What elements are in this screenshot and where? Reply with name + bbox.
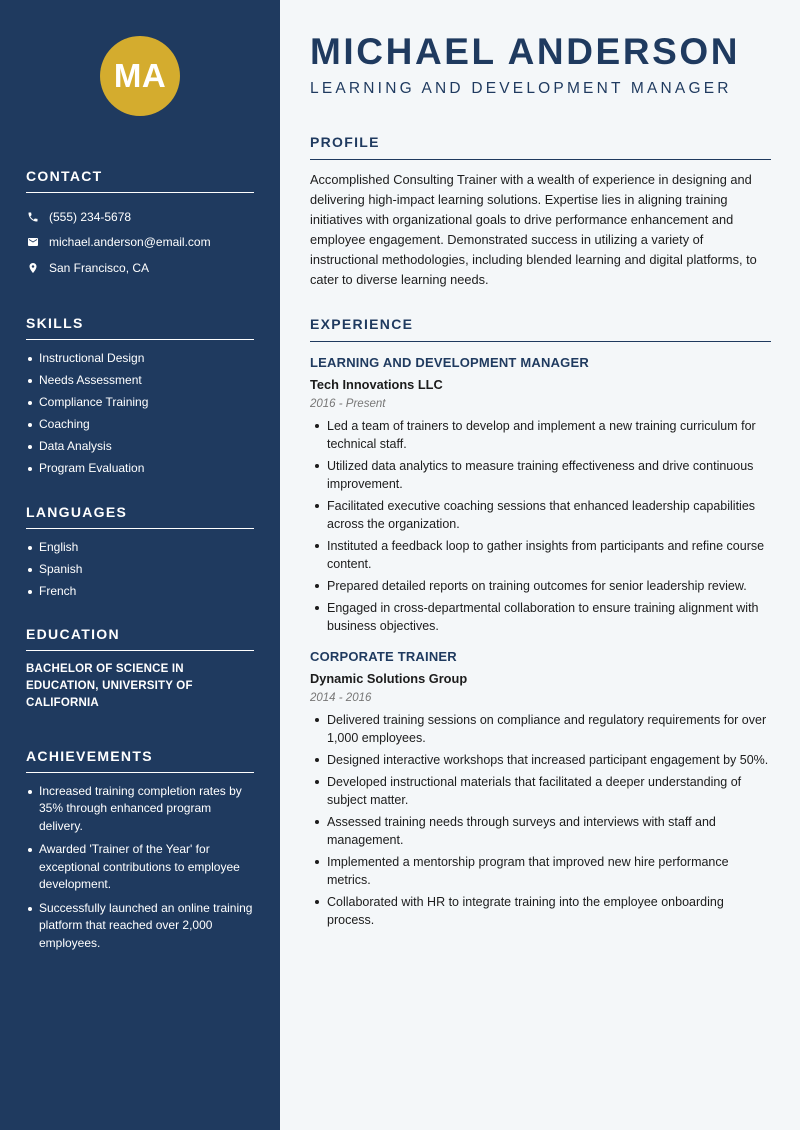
skill-item: Program Evaluation xyxy=(26,460,254,477)
initials-avatar: MA xyxy=(100,36,180,116)
skills-section xyxy=(26,315,254,477)
education-degree: BACHELOR OF SCIENCE IN EDUCATION, UNIVERSITY OF CALIFORNIA xyxy=(26,662,193,709)
contact-heading: CONTACT xyxy=(26,168,254,193)
phone-icon xyxy=(26,210,40,224)
profile-section xyxy=(310,134,771,290)
achievement-item: Successfully launched an online training platform that reached over 2,000 employees. xyxy=(26,900,254,953)
contact-section xyxy=(26,168,254,281)
job-company: Tech Innovations LLC xyxy=(310,377,443,392)
language-item: French xyxy=(26,583,254,600)
skill-item: Data Analysis xyxy=(26,438,254,455)
job-bullet-list xyxy=(310,417,771,635)
skill-item: Needs Assessment xyxy=(26,372,254,389)
job-entry xyxy=(310,649,771,929)
job-bullet: Instituted a feedback loop to gather insights from participants and refine course content. xyxy=(310,537,771,573)
job-title: CORPORATE TRAINER xyxy=(310,649,457,664)
skill-item: Compliance Training xyxy=(26,394,254,411)
job-company: Dynamic Solutions Group xyxy=(310,671,468,686)
education-section xyxy=(26,626,254,712)
job-bullet: Led a team of trainers to develop and implement a new training curriculum for technical staff. xyxy=(310,417,771,453)
job-bullet: Collaborated with HR to integrate training into the employee onboarding process. xyxy=(310,893,771,929)
languages-section xyxy=(26,504,254,600)
contact-phone-text: (555) 234-5678 xyxy=(49,209,132,224)
skill-item: Instructional Design xyxy=(26,350,254,367)
job-entry xyxy=(310,355,771,635)
job-bullet: Engaged in cross-departmental collaboration to ensure training alignment with business objectives. xyxy=(310,599,771,635)
job-dates: 2014 - 2016 xyxy=(310,692,372,704)
contact-item-email xyxy=(26,230,254,256)
achievements-section xyxy=(26,748,254,953)
job-bullet: Implemented a mentorship program that improved new hire performance metrics. xyxy=(310,853,771,889)
skill-item: Coaching xyxy=(26,416,254,433)
skills-heading: SKILLS xyxy=(26,315,254,340)
language-item: English xyxy=(26,539,254,556)
education-heading: EDUCATION xyxy=(26,626,254,651)
location-pin-icon xyxy=(26,261,40,275)
achievement-item: Increased training completion rates by 35% through enhanced program delivery. xyxy=(26,783,254,836)
job-bullet: Assessed training needs through surveys and interviews with staff and management. xyxy=(310,813,771,849)
language-item: Spanish xyxy=(26,561,254,578)
languages-heading: LANGUAGES xyxy=(26,504,254,529)
job-bullet-list xyxy=(310,711,771,929)
contact-item-phone xyxy=(26,204,254,230)
job-bullet: Designed interactive workshops that increased participant engagement by 50%. xyxy=(310,751,771,769)
experience-heading: EXPERIENCE xyxy=(310,316,771,342)
job-bullet: Developed instructional materials that facilitated a deeper understanding of subject matter. xyxy=(310,773,771,809)
profile-text: Accomplished Consulting Trainer with a wealth of experience in designing and delivering high-impact learning solutions. Expertise lies in aligning training initiatives with organizational goals to drive performance enhancement and employee engagement. Demonstrated success in utilizing a variety of instructional methodologies, including blended learning and digital platforms, to cater to diverse learning needs. xyxy=(310,172,757,287)
contact-location-text: San Francisco, CA xyxy=(49,260,150,275)
contact-email-text: michael.anderson@email.com xyxy=(49,235,211,250)
contact-item-location xyxy=(26,255,254,281)
profile-heading: PROFILE xyxy=(310,134,771,160)
candidate-title: LEARNING AND DEVELOPMENT MANAGER xyxy=(310,80,732,97)
main-content xyxy=(280,0,800,1130)
achievement-item: Awarded 'Trainer of the Year' for exceptional contributions to employee development. xyxy=(26,841,254,894)
job-bullet: Prepared detailed reports on training outcomes for senior leadership review. xyxy=(310,577,771,595)
achievements-list xyxy=(26,783,254,953)
candidate-name: MICHAEL ANDERSON xyxy=(310,31,741,72)
job-title: LEARNING AND DEVELOPMENT MANAGER xyxy=(310,355,589,370)
email-icon xyxy=(26,235,40,249)
skills-list xyxy=(26,350,254,477)
job-bullet: Delivered training sessions on compliance and regulatory requirements for over 1,000 employees. xyxy=(310,711,771,747)
achievements-heading: ACHIEVEMENTS xyxy=(26,748,254,773)
job-bullet: Utilized data analytics to measure training effectiveness and drive continuous improvement. xyxy=(310,457,771,493)
sidebar xyxy=(0,0,280,1130)
contact-list xyxy=(26,204,254,281)
job-dates: 2016 - Present xyxy=(310,398,386,410)
languages-list xyxy=(26,539,254,600)
job-bullet: Facilitated executive coaching sessions that enhanced leadership capabilities across the organization. xyxy=(310,497,771,533)
experience-section xyxy=(310,316,771,929)
